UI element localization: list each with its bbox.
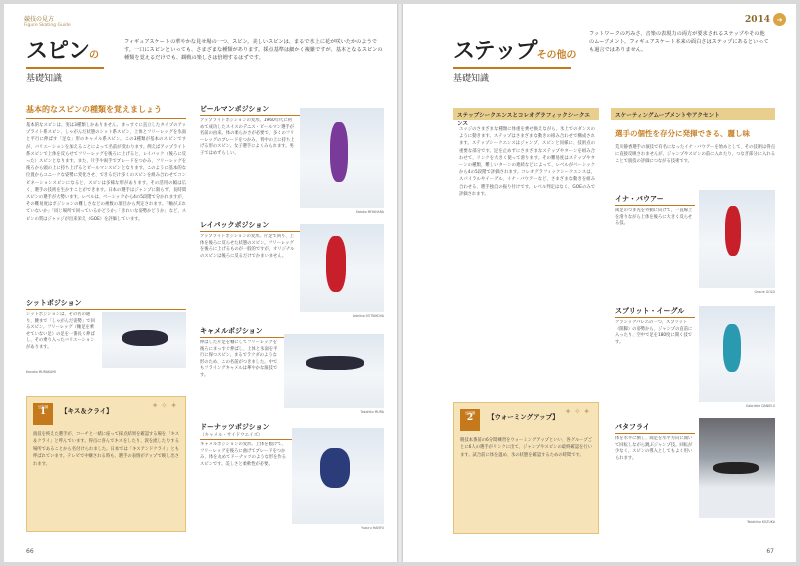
page-title-main: スピン bbox=[26, 39, 90, 64]
camel-photo bbox=[284, 334, 384, 408]
trivia-title: 【キス＆クライ】 bbox=[61, 407, 113, 415]
biellmann-photo bbox=[300, 108, 384, 208]
sit-description: シットポジションは、その名の通り、腰まで「しゃがんだ姿勢」で回るスピン。フリーレッグ（軸足を乗せていない足）の足を一番長く伸ばし、その乗り入ったバリエーションがあります。 bbox=[26, 312, 95, 350]
running-header-sub: Figure Skating Guide bbox=[24, 23, 71, 28]
skater-figure bbox=[320, 448, 350, 488]
split-eagle-heading: スプリット・イーグル bbox=[615, 307, 685, 315]
main-heading-rule bbox=[26, 118, 186, 119]
ina-bauer-description: 両足のつま先を外側に向けて、一直線上を滑りながら上体を後ろに大きく反らせる技。 bbox=[615, 208, 693, 227]
skater-figure bbox=[723, 324, 741, 372]
page-title bbox=[453, 34, 577, 65]
skater-figure bbox=[713, 462, 759, 474]
skater-figure bbox=[326, 236, 346, 292]
page-subtitle: 基礎知識 bbox=[26, 74, 63, 84]
page-number: 67 bbox=[766, 548, 774, 555]
sit-heading-rule bbox=[26, 309, 186, 310]
butterfly-description: 体を水平に倒し、両足を水平方向に開いて回転しながら跳ぶジャンプ技。回転が少なく、スピンの導入としてもよく用いられます。 bbox=[615, 436, 693, 461]
split-eagle-description: クラシックバレエの一つ、スプリット（開脚）の姿勢から、ジャンプの直前に入ったり、空中で足を180度に開く技です。 bbox=[615, 320, 693, 345]
title-underline bbox=[453, 67, 571, 69]
layback-photo-credit: Adelina SOTNIKOVA bbox=[352, 314, 384, 318]
page-title-connector: の bbox=[89, 50, 100, 61]
title-underline bbox=[26, 67, 104, 69]
sparkle-icon: ✦ ✧ ✦ bbox=[564, 407, 590, 416]
main-heading: 基本的なスピンの種類を覚えましょう bbox=[26, 105, 162, 114]
trivia-body: 演技を終えた選手が、コーチと一緒に座って採点結果を確認する場を「キス＆クライ」と呼んでいます。得点に喜んでキスをしたり、涙を流したりする場所であることから名付けられました。日本では「キスアンドクライ」とも呼ばれています。テレビで中継される時も、選手の表情がアップで映し出されます。 bbox=[33, 432, 180, 467]
skater-figure bbox=[725, 206, 741, 256]
year-label: 2014 bbox=[744, 14, 770, 25]
split-eagle-heading-rule bbox=[615, 317, 695, 318]
circle-badge-icon: ➔ bbox=[773, 13, 786, 26]
trivia-tag bbox=[33, 403, 53, 425]
trivia-label: 豆知識 bbox=[37, 405, 49, 409]
trivia-label: 豆知識 bbox=[464, 411, 476, 415]
sparkle-icon: ✦ ✧ ✦ bbox=[151, 401, 177, 410]
page-title-main: ステップ bbox=[453, 39, 537, 64]
trivia-number: 2 bbox=[466, 413, 474, 423]
steps-body-text: エッジのさまざまな種類に体重を乗せ換えながら、氷上でのダンスのように動きます。ステップはさまざまな動きの組み合わせで構成されます。ステップシークエンスはジャンプ、スピンと同様に、技術点の重要な部分です。足を止めずにさまざまなステップやターンを組み合わせて、リンクを大きく使って滑ります。その難易度はステップやターンの種類、難しいターンの連続などによって、レベルがベーシックから4の5段階で評価されます。コレオグラフィックシークエンスは、スパイラルやイーグル、イナ・バウアーなど、さまざまな動きを組み合わせる、選手独自の振り付けです。レベル判定はなく、GOEのみで評価されます。 bbox=[459, 127, 595, 197]
layback-description: アップライトポジションの変形。片足で回り、上体を後ろに反らせた状態のスピン。フリーレッグを後ろに上げるものが一般的ですが、オリジナルのスピンは後ろに反るだけでかまいません。 bbox=[200, 234, 295, 259]
intro-text: フィギュアスケートの華やかな見せ場の一つ、スピン。美しいスピンは、まるで氷上に花が咲いたかのようです。一口にスピンといっても、さまざまな種類があります。採点基準は細かく複雑ですが、基本となるスピンの種類を覚えるだけでも、観戦の楽しさは倍増するはずです。 bbox=[124, 39, 383, 61]
biellmann-heading: ビールマンポジション bbox=[200, 105, 270, 113]
butterfly-photo bbox=[699, 418, 775, 518]
trivia-box-2 bbox=[453, 402, 599, 534]
camel-description: 伸ばした片足を軸にしてフリーレッグを後ろにまっすぐ伸ばし、上体と氷面を平行に保つスピン。まるでラクダのような形のため、この名前がつきました。中でもフライングキャメルは華やかな演技です。 bbox=[200, 340, 278, 378]
split-eagle-photo bbox=[699, 306, 775, 402]
trivia-number: 1 bbox=[39, 407, 47, 417]
running-header-title: 競技の見方 bbox=[24, 16, 55, 23]
section-bar-steps: ステップシークエンスとコレオグラフィックシークエンス bbox=[453, 108, 599, 120]
movements-heading: 選手の個性を存分に発揮できる、麗し味 bbox=[615, 129, 750, 138]
running-header bbox=[24, 14, 71, 28]
donut-heading: ドーナッツポジション bbox=[200, 423, 270, 431]
butterfly-heading-rule bbox=[615, 433, 695, 434]
butterfly-photo-credit: Takahiko KOZUKA bbox=[747, 520, 775, 524]
page-number: 66 bbox=[26, 548, 34, 555]
donut-description: キャメルポジションの変形。上体を傾けて、フリーレッグを後ろに曲げてブレードをつかみ、体を丸めてドーナッツのような形を作るスピンです。美しさと柔軟性が必要。 bbox=[200, 442, 287, 467]
biellmann-photo-credit: Satoko MIYAHARA bbox=[355, 210, 384, 214]
camel-photo-credit: Takahito MURA bbox=[360, 410, 384, 414]
layback-photo bbox=[300, 224, 384, 312]
ina-bauer-photo-credit: Gracie GOLD bbox=[754, 290, 775, 294]
intro-text: フットワークの巧みさ、音楽の表現力の両方が要求されるステップやその他のムーブメント。フィギュアスケート本来の面白さはステップにあるといっても過言ではありません。 bbox=[589, 31, 769, 53]
trivia-body: 競技本番前の6分間練習をウォーミングアップといい、各グループごとに6人の選手がリンクに出て、ジャンプやスピンの最終確認を行います。試合前に体を温め、氷の状態を確認するための時間です。 bbox=[460, 438, 592, 458]
butterfly-heading: バタフライ bbox=[615, 423, 650, 431]
ina-bauer-photo bbox=[699, 190, 775, 288]
camel-heading: キャメルポジション bbox=[200, 327, 263, 335]
page-title-block bbox=[26, 34, 104, 84]
layback-heading: レイバックポジション bbox=[200, 221, 270, 229]
skater-figure bbox=[330, 122, 348, 182]
ina-bauer-heading: イナ・バウアー bbox=[615, 195, 664, 203]
ina-bauer-heading-rule bbox=[615, 205, 695, 206]
page-title-connector: その他の bbox=[536, 50, 577, 61]
split-eagle-photo-credit: Gabrielle DANIELS bbox=[745, 404, 775, 408]
sit-heading: シットポジション bbox=[26, 299, 82, 307]
trivia-title: 【ウォーミングアップ】 bbox=[488, 413, 559, 421]
page-title bbox=[26, 34, 104, 65]
biellmann-description: アップライトポジションの変形。1960年代に初めて成功したスイスのデニス・ビールマン選手が名前の由来。体の柔らかさが必要で、多くのフリーレッグのブレードをつかみ、背中の上に持ち上げる形のスピン。女子選手によくみられます。男子ではめずらしい。 bbox=[200, 118, 295, 156]
year-badge bbox=[745, 13, 786, 26]
trivia-box-1 bbox=[26, 396, 186, 532]
right-page bbox=[403, 4, 796, 562]
left-page bbox=[4, 4, 397, 562]
page-title-block bbox=[453, 34, 577, 84]
section-bar-movements: スケーティングムーブメントやアクセント bbox=[611, 108, 775, 120]
skater-figure bbox=[306, 356, 364, 370]
sit-photo-credit: Kanako MURAKAMI bbox=[26, 370, 56, 374]
trivia-tag bbox=[460, 409, 480, 431]
donut-photo bbox=[292, 428, 384, 524]
donut-photo-credit: Yuzuru HANYU bbox=[361, 526, 384, 530]
main-body-text: 基本的なスピンは、実は3種類しかありません。まっすぐに直立したタイプのアップライト系スピン、しゃがんだ状態のシット系スピン、上体とフリーレッグを氷面と平行に伸ばす「足な」形のキャメル系スピン。この3種類が基本のスピンですが、バリエーションを加えることによって名前が変わります。例えばアップライト系スピンで上体を反らせてフリーレッグを後ろに上げると、レイバック（後ろに反った）スピンとなります。また、片手や両手でブレードをつかみ、フリーレッグを後ろから頭の上に持ち上げるとビールマンスピンとなります。このように基本的な位置からユニークな姿勢に変化させ、できるだけ多くのスピンを組み合わせてコンビネーションスピンになると、スピンは多様な形があります。その活用の幅は広く、選手の技術を生かすことができます。日本の選手はジャンプに限らず、長時間スピンの選手が大勢います。レベルは、ベーシックから4の5段階で分かれますが、その難易度はポジションの難しさなどの複数の項目から判定されます。「軸がぶれていないか」「同じ場所で回っているかどうか」「きれいな姿勢かどうか」など、スピンの質はジャッジが出来栄え（GOE）を評価しています。 bbox=[26, 123, 186, 222]
movements-body-text: 荒川静香選手の演技で有名になったイナ・バウアーを始めとして、その技術は得点に直接反映されませんが、ジャンプやスピンの前に入れたり、つなぎ部分に入れることで演技の評価につながる技術です。 bbox=[615, 145, 775, 165]
donut-subheading: （キャメル・サイドウエイズ） bbox=[200, 433, 263, 438]
page-subtitle: 基礎知識 bbox=[453, 74, 490, 84]
skater-figure bbox=[122, 330, 168, 346]
sit-photo bbox=[102, 312, 186, 368]
